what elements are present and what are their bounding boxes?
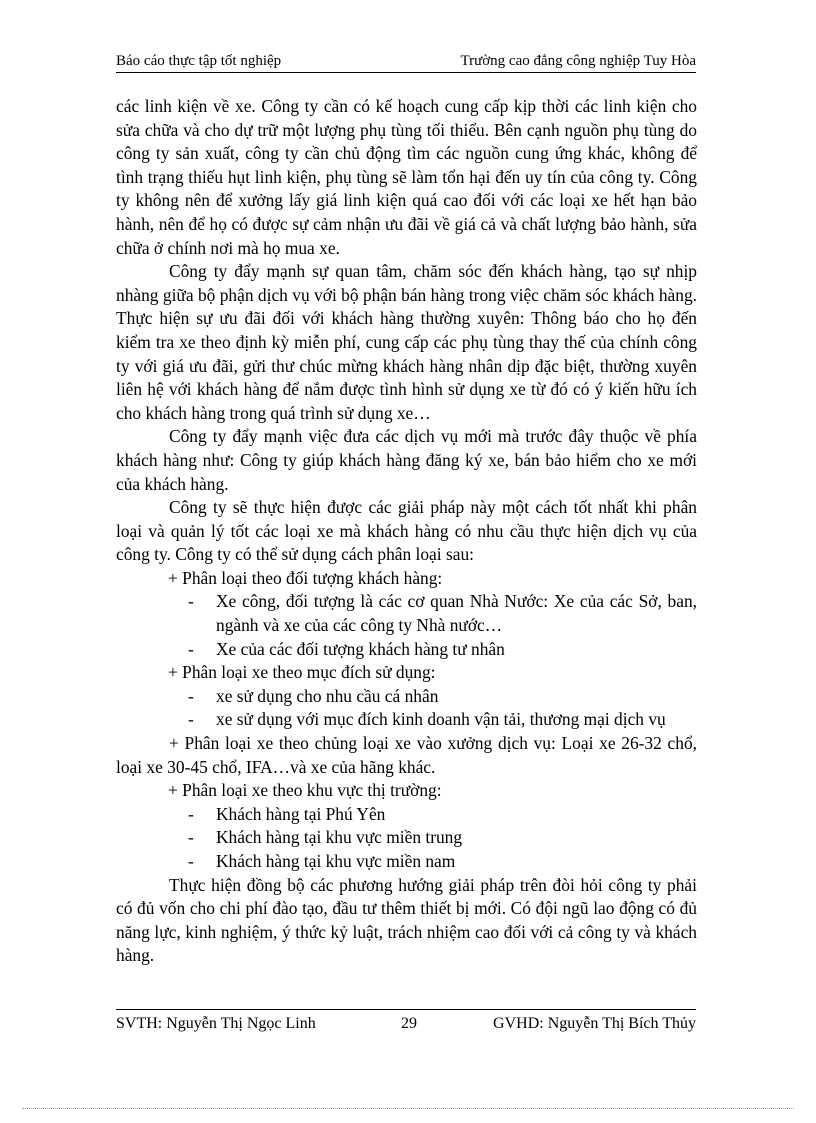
header-report-title: Báo cáo thực tập tốt nghiệp — [116, 53, 282, 69]
list-item: - Xe của các đối tượng khách hàng tư nhân — [202, 638, 697, 662]
list-by-market-region — [116, 803, 697, 874]
dash-bullet: - — [188, 638, 194, 659]
category-by-purpose: + Phân loại xe theo mục đích sử dụng: — [168, 662, 436, 683]
list-item: - Xe công, đối tượng là các cơ quan Nhà Nước: Xe của các Sở, ban, ngành và xe của các công ty Nhà nước… — [188, 591, 697, 636]
category-by-vehicle-type: + Phân loại xe theo chủng loại xe vào xưởng dịch vụ: Loại xe 26-32 chổ, loại xe 30-45 chổ, IFA…và xe của hãng khác. — [116, 733, 697, 777]
paragraph-customer-care: Công ty đẩy mạnh sự quan tâm, chăm sóc đến khách hàng, tạo sự nhịp nhàng giữa bộ phận dịch vụ với bộ phận bán hàng trong việc chăm sóc khách hàng. Thực hiện sự ưu đãi đối với khách hàng thường xuyên: Thông báo cho họ đến kiểm tra xe theo định kỳ miễn phí, cung cấp các phụ tùng thay thế của chính công ty với giá ưu đãi, gửi thư chúc mừng khách hàng nhân dịp đặc biệt, thường xuyên liên hệ với khách hàng để nắm được tình hình sử dụng xe từ đó có ý kiến hữu ích cho khách hàng trong quá trình sử dụng xe… — [116, 261, 697, 423]
header-school-name: Trường cao đẳng công nghiệp Tuy Hòa — [460, 53, 696, 69]
dash-bullet: - — [188, 803, 194, 824]
list-item: - Khách hàng tại khu vực miền trung — [202, 826, 697, 850]
paragraph-components-supply: các linh kiện về xe. Công ty cần có kế hoạch cung cấp kịp thời các linh kiện cho sửa chữa và cho dự trữ một lượng phụ tùng tối thiểu. Bên cạnh nguồn phụ tùng do công ty sản xuất, công ty cần chủ động tìm các nguồn cung ứng khác, không để tình trạng thiếu hụt linh kiện, phụ tùng sẽ làm tổn hại đến uy tín của công ty. Công ty không nên để xưởng lấy giá linh kiện quá cao đối với các loại xe hết hạn bảo hành, nên để họ có được sự cảm nhận ưu đãi về giá cả và chất lượng bảo hành, sửa chữa ở chính nơi mà họ mua xe. — [116, 96, 697, 258]
dash-bullet: - — [188, 851, 194, 871]
page-footer — [116, 1009, 696, 1034]
footer-student: SVTH: Nguyễn Thị Ngọc Linh — [116, 1015, 316, 1032]
dash-bullet: - — [188, 591, 194, 612]
page-body — [116, 95, 697, 968]
paragraph-conclusion: Thực hiện đồng bộ các phương hướng giải pháp trên đòi hỏi công ty phải có đủ vốn cho chi phí đào tạo, đầu tư thêm thiết bị mới. Có đội ngũ lao động có đủ năng lực, kinh nghiệm, ý thức kỷ luật, trách nhiệm cao đối với cả công ty và khách hàng. — [116, 874, 697, 966]
list-item: - xe sử dụng với mục đích kinh doanh vận tải, thương mại dịch vụ — [202, 708, 697, 732]
dash-bullet: - — [188, 685, 194, 706]
category-by-customer: + Phân loại theo đối tượng khách hàng: — [168, 567, 443, 588]
page-number: 29 — [401, 1015, 417, 1032]
list-item: - Khách hàng tại Phú Yên — [202, 803, 697, 827]
page-header — [116, 50, 696, 73]
footer-advisor: GVHD: Nguyễn Thị Bích Thủy — [493, 1015, 696, 1032]
list-item: - xe sử dụng cho nhu cầu cá nhân — [202, 685, 697, 709]
paragraph-new-services: Công ty đẩy mạnh việc đưa các dịch vụ mới mà trước đây thuộc về phía khách hàng như: Công ty giúp khách hàng đăng ký xe, bán bảo hiểm cho xe mới của khách hàng. — [116, 426, 697, 494]
list-by-customer — [116, 590, 697, 661]
list-item: - Khách hàng tại khu vực miền nam — [202, 850, 697, 874]
page-edge-divider — [22, 1108, 794, 1109]
dash-bullet: - — [188, 827, 194, 848]
category-by-market-region: + Phân loại xe theo khu vực thị trường: — [168, 780, 442, 801]
paragraph-classification-intro: Công ty sẽ thực hiện được các giải pháp này một cách tốt nhất khi phân loại và quản lý tốt các loại xe mà khách hàng có nhu cầu thực hiện dịch vụ của công ty. Công ty có thể sử dụng cách phân loại sau: — [116, 497, 697, 565]
dash-bullet: - — [188, 709, 194, 730]
list-by-purpose — [116, 685, 697, 732]
